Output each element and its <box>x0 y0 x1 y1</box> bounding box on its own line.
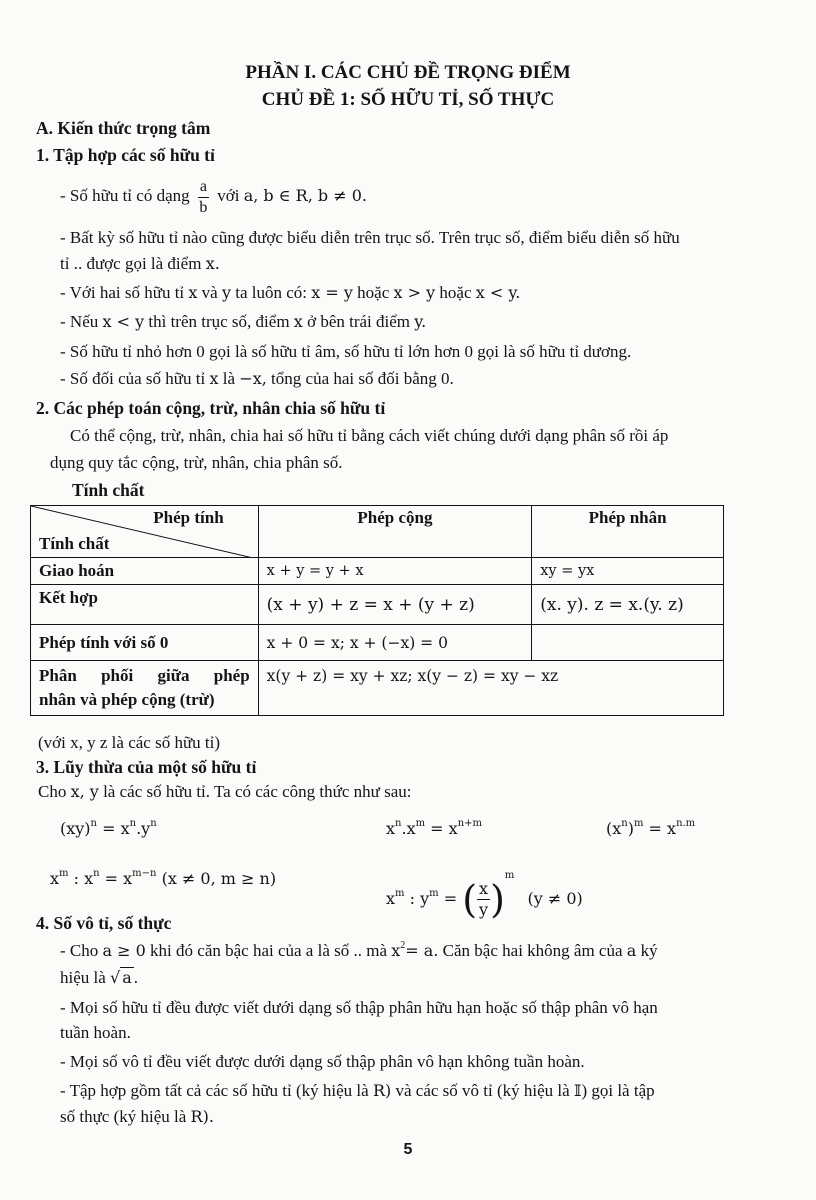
section-1-heading: 1. Tập hợp các số hữu tỉ <box>36 145 215 165</box>
properties-subheading: Tính chất <box>72 480 145 500</box>
sec4-line4a: - Tập hợp gồm tất cả các số hữu tỉ (ký hiệu là R) và các số vô tỉ (ký hiệu là 𝕀) gọi là tập <box>60 1081 655 1100</box>
square-root-a: √ a <box>110 968 132 987</box>
formula-product-of-powers: $x^n.x^m = x^{n+m}$ <box>386 818 482 838</box>
formula-quotient-power: $x^m$ : $y^m$ = ( $\frac{x}{y}$ )$^m$ (y ≠ 0) <box>386 870 583 922</box>
formula-power-of-power: $(x^n)^m = x^{n.m}$ <box>606 818 696 838</box>
section-a-heading: A. Kiến thức trọng tâm <box>36 118 211 138</box>
cell-add: x(y + z) = xy + xz; x(y − z) = xy − xz <box>258 661 723 716</box>
cell-add: x + 0 = x; x + (−x) = 0 <box>258 625 532 661</box>
topic-title: CHỦ ĐỀ 1: SỐ HỮU TỈ, SỐ THỰC <box>261 89 555 110</box>
cell-add: (x + y) + z = x + (y + z) <box>258 585 532 625</box>
table-note: (với x, y z là các số hữu tỉ) <box>38 733 221 752</box>
sec1-line6: - Số đối của số hữu tỉ x là −x, tổng của hai số đối bằng 0. <box>60 369 454 388</box>
sec1-line2a: - Bất kỳ số hữu tỉ nào cũng được biểu diễn trên trục số. Trên trục số, điểm biểu diễn số hữu <box>60 228 680 247</box>
sec4-line1: - Cho a ≥ 0 khi đó căn bậc hai của a là số .. mà $x^2= a$. Căn bậc hai không âm của a ký <box>60 940 658 960</box>
corner-bottom-label: Tính chất <box>39 534 110 553</box>
table-row <box>31 661 724 716</box>
corner-top-label: Phép tính <box>153 508 224 527</box>
sec4-line4b: số thực (ký hiệu là R). <box>60 1107 214 1126</box>
table-header-row <box>31 506 724 558</box>
sec4-line1b: hiệu là √ a . <box>60 968 139 987</box>
cell-mul: (x. y). z = x.(y. z) <box>532 585 724 625</box>
row-label: Giao hoán <box>31 558 259 585</box>
sec1-line4: - Nếu x < y thì trên trục số, điểm x ở bên trái điểm y. <box>60 312 427 331</box>
col-header-add: Phép cộng <box>258 506 532 558</box>
fraction-x-over-y: $\frac{x}{y}$ <box>479 879 489 919</box>
col-header-mul: Phép nhân <box>532 506 724 558</box>
row-label: Phân phối giữa phép nhân và phép cộng (trừ) <box>31 661 259 716</box>
row-label: Phép tính với số 0 <box>31 625 259 661</box>
formula-power-of-product: $(xy)^n = x^n.y^n$ <box>60 818 157 838</box>
page-number: 5 <box>403 1141 413 1158</box>
sec4-line2b: tuần hoàn. <box>60 1023 131 1042</box>
math-condition: a, b ∈ R, b ≠ 0. <box>243 186 367 205</box>
table-row <box>31 585 724 625</box>
left-paren: ( <box>462 877 478 922</box>
sec1-line5: - Số hữu tỉ nhỏ hơn 0 gọi là số hữu tỉ âm, số hữu tỉ lớn hơn 0 gọi là số hữu tỉ dương. <box>60 342 632 361</box>
cell-add: x + y = y + x <box>258 558 532 585</box>
section-2-heading: 2. Các phép toán cộng, trừ, nhân chia số hữu tỉ <box>36 398 386 418</box>
sec1-line3: - Với hai số hữu tỉ x và y ta luôn có: x = y hoặc x > y hoặc x < y. <box>60 283 521 302</box>
right-paren: ) <box>490 877 505 922</box>
part-title: PHẦN I. CÁC CHỦ ĐỀ TRỌNG ĐIỂM <box>245 62 571 83</box>
cell-mul <box>532 625 724 661</box>
section-4-heading: 4. Số vô tỉ, số thực <box>36 913 172 933</box>
sec2-para-b: dụng quy tắc cộng, trừ, nhân, chia phân số. <box>50 453 343 472</box>
row-label: Kết hợp <box>31 585 259 625</box>
table-row <box>31 625 724 661</box>
fraction-a-over-b: $\frac{a}{b}$ <box>199 177 208 216</box>
corner-cell <box>31 506 259 558</box>
table-row <box>31 558 724 585</box>
sec3-intro: Cho x, y là các số hữu tỉ. Ta có các công thức như sau: <box>38 782 412 801</box>
text: - Số hữu tỉ có dạng <box>60 186 190 205</box>
formula-quotient-of-powers: $x^m$ : $x^n = x^{m-n}$ (x ≠ 0, m ≥ n) <box>50 868 277 888</box>
sec4-line3: - Mọi số vô tỉ đều viết được dưới dạng số thập phân vô hạn không tuần hoàn. <box>60 1052 585 1071</box>
sec4-line2a: - Mọi số hữu tỉ đều được viết dưới dạng số thập phân hữu hạn hoặc số thập phân vô hạn <box>60 998 658 1017</box>
cell-mul: xy = yx <box>532 558 724 585</box>
section-3-heading: 3. Lũy thừa của một số hữu tỉ <box>36 757 257 777</box>
sec1-line2b: tỉ .. được gọi là điểm x. <box>60 254 220 273</box>
sec1-line1: - Số hữu tỉ có dạng $\frac{a}{b}$ với a, b ∈ R, b ≠ 0. <box>60 177 367 216</box>
sec2-para-a: Có thể cộng, trừ, nhân, chia hai số hữu tỉ bằng cách viết chúng dưới dạng phân số rồi áp <box>70 426 669 445</box>
properties-table <box>30 505 724 716</box>
